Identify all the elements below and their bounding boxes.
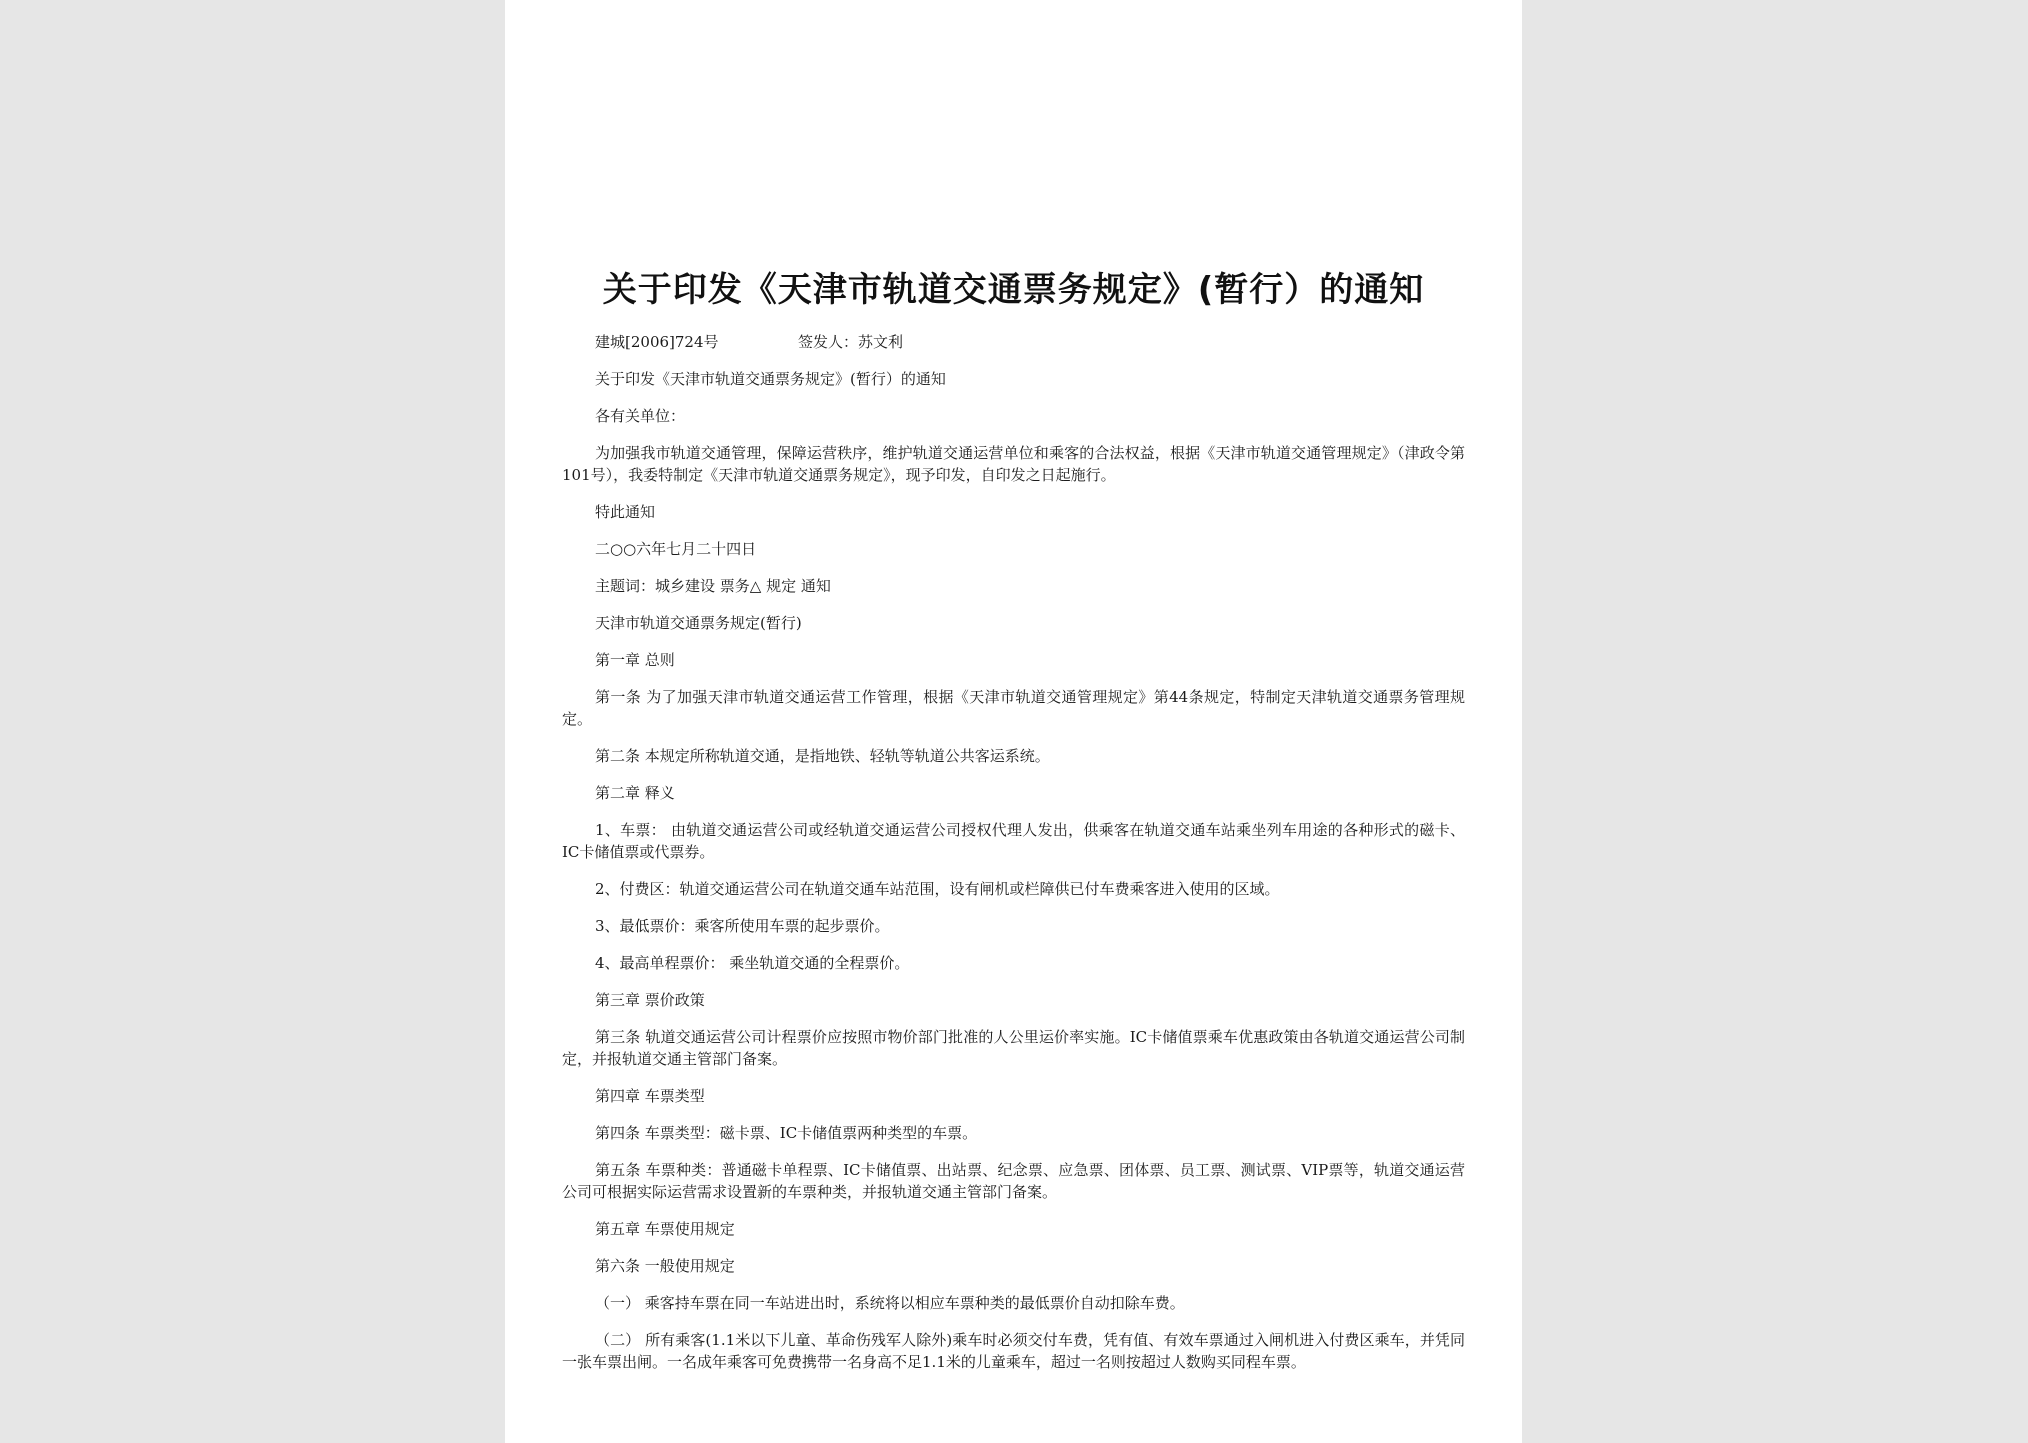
chapter-heading: 第四章 车票类型 xyxy=(595,1087,705,1105)
paragraph-addressee: 各有关单位： xyxy=(595,407,686,425)
article-paragraph: 第六条 一般使用规定 xyxy=(595,1257,735,1275)
definition-paragraph: 2、付费区：轨道交通运营公司在轨道交通车站范围，设有闸机或栏障供已付车费乘客进入使用的区域。 xyxy=(595,880,1280,898)
article-paragraph: 第三条 轨道交通运营公司计程票价应按照市物价部门批准的人公里运价率实施。IC卡储值票乘车优惠政策由各轨道交通运营公司制定，并报轨道交通主管部门备案。 xyxy=(562,1028,1465,1068)
document-signer: 签发人：苏文利 xyxy=(798,333,904,351)
definition-paragraph: 4、最高单程票价： 乘坐轨道交通的全程票价。 xyxy=(595,954,910,972)
document-number: 建城[2006]724号 xyxy=(595,333,719,351)
chapter-heading: 第一章 总则 xyxy=(595,651,675,669)
definition-paragraph: 1、车票： 由轨道交通运营公司或经轨道交通运营公司授权代理人发出，供乘客在轨道交通车站乘坐列车用途的各种形式的磁卡、IC卡储值票或代票券。 xyxy=(562,821,1465,861)
paragraph-subject: 关于印发《天津市轨道交通票务规定》(暂行）的通知 xyxy=(595,370,946,388)
paragraph-body: 为加强我市轨道交通管理，保障运营秩序，维护轨道交通运营单位和乘客的合法权益，根据《天津市轨道交通管理规定》（津政令第101号），我委特制定《天津市轨道交通票务规定》，现予印发，自印发之日起施行。 xyxy=(562,444,1465,484)
paragraph-keywords: 主题词：城乡建设 票务△ 规定 通知 xyxy=(595,577,831,595)
document-meta xyxy=(562,331,1465,353)
document-page xyxy=(505,0,1522,1443)
article-paragraph: 第五条 车票种类：普通磁卡单程票、IC卡储值票、出站票、纪念票、应急票、团体票、员工票、测试票、VIP票等，轨道交通运营公司可根据实际运营需求设置新的车票种类，并报轨道交通主管部门备案。 xyxy=(562,1161,1465,1201)
clause-paragraph: （二） 所有乘客(1.1米以下儿童、革命伤残军人除外)乘车时必须交付车费，凭有值、有效车票通过入闸机进入付费区乘车，并凭同一张车票出闸。一名成年乘客可免费携带一名身高不足1.1米的儿童乘车，超过一名则按超过人数购买同程车票。 xyxy=(562,1331,1465,1371)
chapter-heading: 第三章 票价政策 xyxy=(595,991,705,1009)
article-paragraph: 第四条 车票类型：磁卡票、IC卡储值票两种类型的车票。 xyxy=(595,1124,978,1142)
definition-paragraph: 3、最低票价：乘客所使用车票的起步票价。 xyxy=(595,917,890,935)
paragraph-date: 二○○六年七月二十四日 xyxy=(595,540,757,558)
paragraph-notice: 特此通知 xyxy=(595,503,656,521)
regulation-title: 天津市轨道交通票务规定(暂行) xyxy=(595,614,802,632)
chapter-heading: 第五章 车票使用规定 xyxy=(595,1220,735,1238)
chapter-heading: 第二章 释义 xyxy=(595,784,675,802)
article-paragraph: 第一条 为了加强天津市轨道交通运营工作管理，根据《天津市轨道交通管理规定》第44条规定，特制定天津轨道交通票务管理规定。 xyxy=(562,688,1465,728)
document-title: 关于印发《天津市轨道交通票务规定》(暂行）的通知 xyxy=(602,270,1425,310)
article-paragraph: 第二条 本规定所称轨道交通，是指地铁、轻轨等轨道公共客运系统。 xyxy=(595,747,1050,765)
clause-paragraph: （一） 乘客持车票在同一车站进出时，系统将以相应车票种类的最低票价自动扣除车费。 xyxy=(595,1294,1185,1312)
